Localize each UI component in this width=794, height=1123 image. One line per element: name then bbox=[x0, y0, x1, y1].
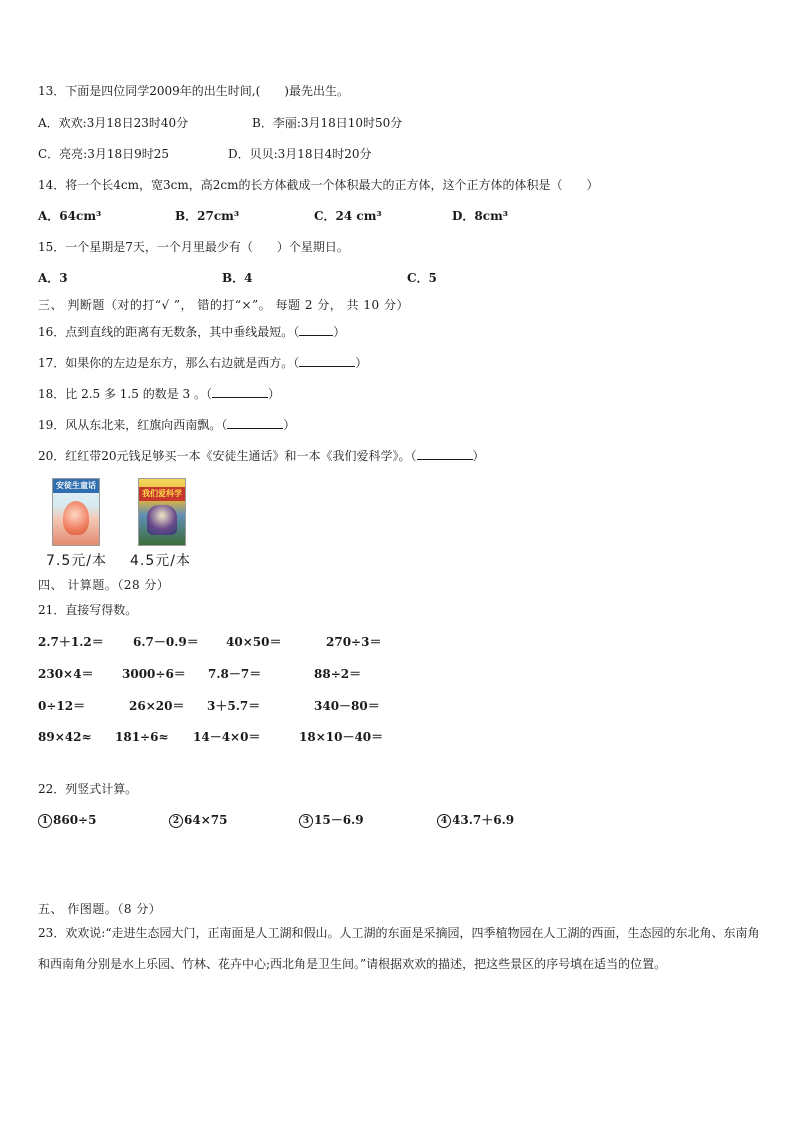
question-19 bbox=[38, 416, 295, 433]
question-13-option-c: C．亮亮:3月18日9时25 bbox=[38, 147, 170, 161]
circled-number: 1 bbox=[38, 814, 52, 828]
question-15-option-a: A．3 bbox=[38, 271, 68, 285]
calc-item: 6.7－0.9＝ bbox=[133, 635, 199, 649]
paren-close: ） bbox=[267, 387, 280, 401]
calc-item: 7.8－7＝ bbox=[208, 667, 262, 681]
question-17 bbox=[38, 354, 367, 371]
vertical-calc-expr: 64×75 bbox=[184, 813, 228, 827]
question-16 bbox=[38, 323, 345, 340]
question-13-option-a: A．欢欢:3月18日23时40分 bbox=[38, 116, 189, 130]
calc-item: 89×42≈ bbox=[38, 730, 92, 744]
circled-number: 2 bbox=[169, 814, 183, 828]
question-17-text: 17．如果你的左边是东方，那么右边就是西方。（ bbox=[38, 356, 300, 370]
question-15-option-c: C．5 bbox=[407, 271, 437, 285]
answer-blank-20[interactable] bbox=[417, 447, 473, 460]
question-15-option-b: B．4 bbox=[222, 271, 253, 285]
circled-number: 4 bbox=[437, 814, 451, 828]
book-1-title: 安徒生童话 bbox=[53, 479, 99, 493]
question-15-stem: 15．一个星期是7天，一个月里最少有（ ）个星期日。 bbox=[38, 240, 349, 254]
circled-number: 3 bbox=[299, 814, 313, 828]
vertical-calc-expr: 43.7＋6.9 bbox=[452, 813, 515, 827]
question-22-stem: 22．列竖式计算。 bbox=[38, 782, 138, 796]
question-20 bbox=[38, 447, 485, 464]
vertical-calc-item bbox=[169, 812, 227, 828]
question-13-option-d: D．贝贝:3月18日4时20分 bbox=[228, 147, 372, 161]
question-13-option-b: B．李丽:3月18日10时50分 bbox=[252, 116, 403, 130]
cartoon-figure-icon bbox=[147, 505, 177, 535]
calc-item: 18×10－40＝ bbox=[299, 730, 384, 744]
question-18 bbox=[38, 385, 280, 402]
calc-item: 270÷3＝ bbox=[326, 635, 382, 649]
book-cover-science bbox=[138, 478, 186, 546]
answer-blank-17[interactable] bbox=[299, 354, 355, 367]
question-14-option-a: A．64cm³ bbox=[38, 209, 102, 223]
vertical-calc-item bbox=[299, 812, 364, 828]
question-20-text: 20．红红带20元钱足够买一本《安徒生通话》和一本《我们爱科学》。（ bbox=[38, 449, 417, 463]
calc-item: 2.7＋1.2＝ bbox=[38, 635, 104, 649]
paren-close: ） bbox=[355, 356, 368, 370]
calc-item: 26×20＝ bbox=[129, 699, 185, 713]
calc-item: 340－80＝ bbox=[314, 699, 380, 713]
vertical-calc-item bbox=[38, 812, 96, 828]
answer-blank-19[interactable] bbox=[227, 416, 283, 429]
book-cover-andersen bbox=[52, 478, 100, 546]
section-4-heading: 四、 计算题。（28 分） bbox=[38, 578, 170, 592]
vertical-calc-expr: 15－6.9 bbox=[314, 813, 364, 827]
calc-item: 181÷6≈ bbox=[115, 730, 169, 744]
paren-close: ） bbox=[283, 418, 296, 432]
question-13-stem: 13．下面是四位同学2009年的出生时间,( )最先出生。 bbox=[38, 84, 349, 98]
calc-item: 230×4＝ bbox=[38, 667, 94, 681]
book-2-title: 我们爱科学 bbox=[139, 487, 185, 501]
calc-item: 88÷2＝ bbox=[314, 667, 362, 681]
book-1-price: 7.5元/本 bbox=[46, 553, 107, 569]
calc-item: 3＋5.7＝ bbox=[207, 699, 261, 713]
vertical-calc-expr: 860÷5 bbox=[53, 813, 97, 827]
calc-item: 40×50＝ bbox=[226, 635, 282, 649]
question-14-option-c: C．24 cm³ bbox=[314, 209, 382, 223]
book-2-price: 4.5元/本 bbox=[130, 553, 191, 569]
question-23: 23．欢欢说:“走进生态园大门，正南面是人工湖和假山。人工湖的东面是采摘园，四季植物园在人工湖的西面，生态园的东北角、东南角和西南角分别是水上乐园、竹林、花卉中心;西北角是卫生间。”请根据欢欢的描述，把这些景区的序号填在适当的位置。 bbox=[38, 926, 760, 971]
vertical-calc-item bbox=[437, 812, 514, 828]
question-14-option-d: D．8cm³ bbox=[452, 209, 509, 223]
question-18-text: 18．比 2.5 多 1.5 的数是 3 。（ bbox=[38, 387, 212, 401]
calc-item: 14－4×0＝ bbox=[193, 730, 261, 744]
question-19-text: 19．风从东北来，红旗向西南飘。（ bbox=[38, 418, 228, 432]
paren-close: ） bbox=[333, 325, 346, 339]
answer-blank-18[interactable] bbox=[212, 385, 268, 398]
answer-blank-16[interactable] bbox=[299, 323, 333, 336]
calc-item: 0÷12＝ bbox=[38, 699, 86, 713]
question-16-text: 16．点到直线的距离有无数条，其中垂线最短。（ bbox=[38, 325, 300, 339]
calc-item: 3000÷6＝ bbox=[122, 667, 186, 681]
section-3-heading: 三、 判断题（对的打“√ ”， 错的打“×”。 每题 2 分， 共 10 分） bbox=[38, 298, 409, 312]
question-14-option-b: B．27cm³ bbox=[175, 209, 240, 223]
question-14-stem: 14．将一个长4cm，宽3cm，高2cm的长方体截成一个体积最大的正方体，这个正方体的体积是（ ） bbox=[38, 178, 599, 192]
paren-close: ） bbox=[472, 449, 485, 463]
cartoon-figure-icon bbox=[63, 501, 89, 535]
section-5-heading: 五、 作图题。（8 分） bbox=[38, 902, 162, 916]
question-21-stem: 21．直接写得数。 bbox=[38, 603, 138, 617]
